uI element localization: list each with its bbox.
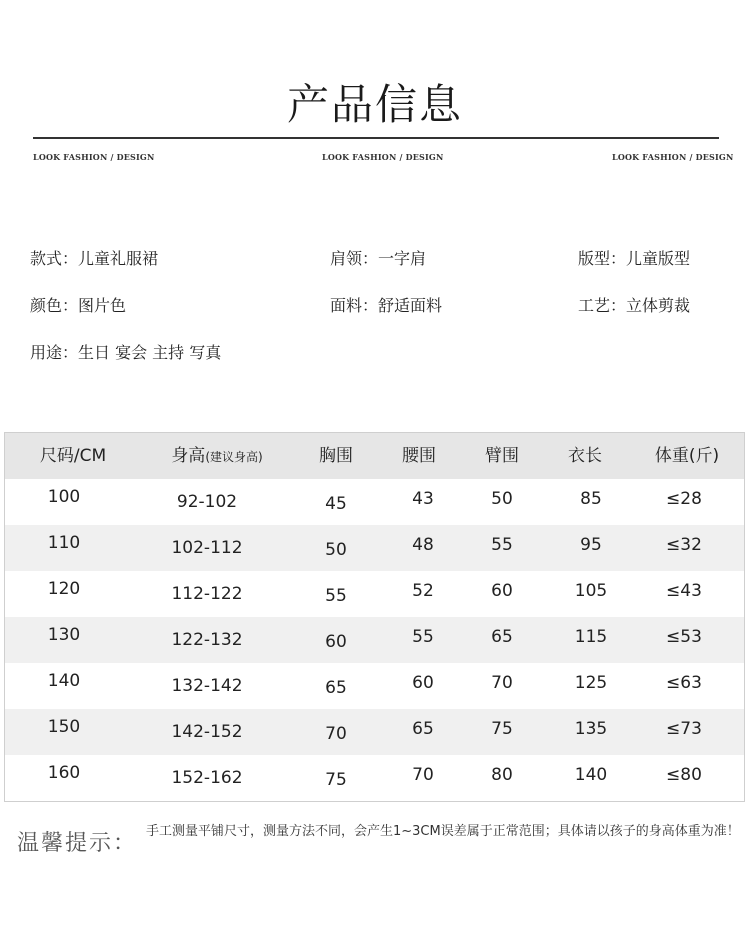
spec-craft: 工艺：立体剪裁 — [578, 296, 691, 315]
cell-length: 115 — [574, 627, 608, 647]
cell-size: 130 — [47, 625, 81, 645]
tagline-left: LOOK FASHION / DESIGN — [33, 152, 155, 162]
cell-waist: 65 — [412, 719, 434, 739]
cell-chest: 45 — [325, 494, 347, 514]
cell-waist: 70 — [412, 765, 434, 785]
table-row — [5, 571, 744, 617]
header-waist: 腰围 — [402, 446, 436, 466]
header-chest: 胸围 — [319, 446, 353, 466]
table-row — [5, 617, 744, 663]
tagline-right: LOOK FASHION / DESIGN — [612, 152, 734, 162]
cell-arm: 80 — [491, 765, 513, 785]
cell-waist: 60 — [412, 673, 434, 693]
header-weight: 体重(斤) — [654, 446, 720, 466]
cell-chest: 55 — [325, 586, 347, 606]
size-table — [4, 432, 745, 802]
tip-text: 手工测量平铺尺寸，测量方法不同，会产生1~3CM误差属于正常范围；具体请以孩子的身高体重为准！ — [146, 824, 740, 839]
cell-chest: 75 — [325, 770, 347, 790]
table-header — [5, 433, 744, 479]
cell-arm: 70 — [491, 673, 513, 693]
spec-collar: 肩领：一字肩 — [330, 249, 427, 268]
cell-weight: ≤43 — [666, 581, 702, 601]
cell-size: 110 — [47, 533, 81, 553]
cell-chest: 60 — [325, 632, 347, 652]
cell-waist: 55 — [412, 627, 434, 647]
cell-size: 120 — [47, 579, 81, 599]
cell-length: 140 — [574, 765, 608, 785]
cell-length: 135 — [574, 719, 608, 739]
cell-length: 105 — [574, 581, 608, 601]
cell-height: 112-122 — [171, 584, 243, 604]
cell-height: 132-142 — [171, 676, 243, 696]
cell-height: 152-162 — [171, 768, 243, 788]
cell-weight: ≤32 — [666, 535, 702, 555]
cell-chest: 70 — [325, 724, 347, 744]
header-height-note: (建议身高) — [205, 450, 263, 464]
cell-length: 85 — [580, 489, 602, 509]
cell-height: 142-152 — [171, 722, 243, 742]
header-height-label: 身高 — [171, 446, 206, 466]
cell-arm: 50 — [491, 489, 513, 509]
cell-waist: 43 — [412, 489, 434, 509]
cell-size: 150 — [47, 717, 81, 737]
table-row — [5, 525, 744, 571]
cell-waist: 48 — [412, 535, 434, 555]
cell-height: 102-112 — [171, 538, 243, 558]
spec-usage: 用途：生日 宴会 主持 写真 — [30, 343, 222, 362]
table-row — [5, 479, 744, 525]
cell-chest: 65 — [325, 678, 347, 698]
cell-weight: ≤53 — [666, 627, 702, 647]
title-divider — [33, 137, 719, 139]
cell-waist: 52 — [412, 581, 434, 601]
header-size: 尺码/CM — [39, 446, 107, 466]
header-arm: 臂围 — [485, 446, 519, 466]
tagline-center: LOOK FASHION / DESIGN — [322, 152, 444, 162]
table-row — [5, 709, 744, 755]
cell-arm: 65 — [491, 627, 513, 647]
tip-label: 温馨提示： — [17, 831, 138, 856]
cell-chest: 50 — [325, 540, 347, 560]
spec-color: 颜色：图片色 — [30, 296, 127, 315]
cell-height: 92-102 — [176, 492, 238, 512]
cell-length: 125 — [574, 673, 608, 693]
header-height — [171, 433, 262, 479]
spec-style: 款式：儿童礼服裙 — [30, 249, 159, 268]
cell-size: 140 — [47, 671, 81, 691]
cell-weight: ≤28 — [666, 489, 702, 509]
cell-weight: ≤80 — [666, 765, 702, 785]
header-length: 衣长 — [568, 446, 602, 466]
table-row — [5, 755, 744, 801]
spec-fit: 版型：儿童版型 — [578, 249, 691, 268]
cell-height: 122-132 — [171, 630, 243, 650]
cell-size: 160 — [47, 763, 81, 783]
table-row — [5, 663, 744, 709]
spec-fabric: 面料：舒适面料 — [330, 296, 443, 315]
cell-arm: 60 — [491, 581, 513, 601]
cell-arm: 55 — [491, 535, 513, 555]
cell-length: 95 — [580, 535, 602, 555]
cell-weight: ≤63 — [666, 673, 702, 693]
cell-weight: ≤73 — [666, 719, 702, 739]
cell-arm: 75 — [491, 719, 513, 739]
cell-size: 100 — [47, 487, 81, 507]
page-title: 产品信息 — [286, 80, 463, 129]
